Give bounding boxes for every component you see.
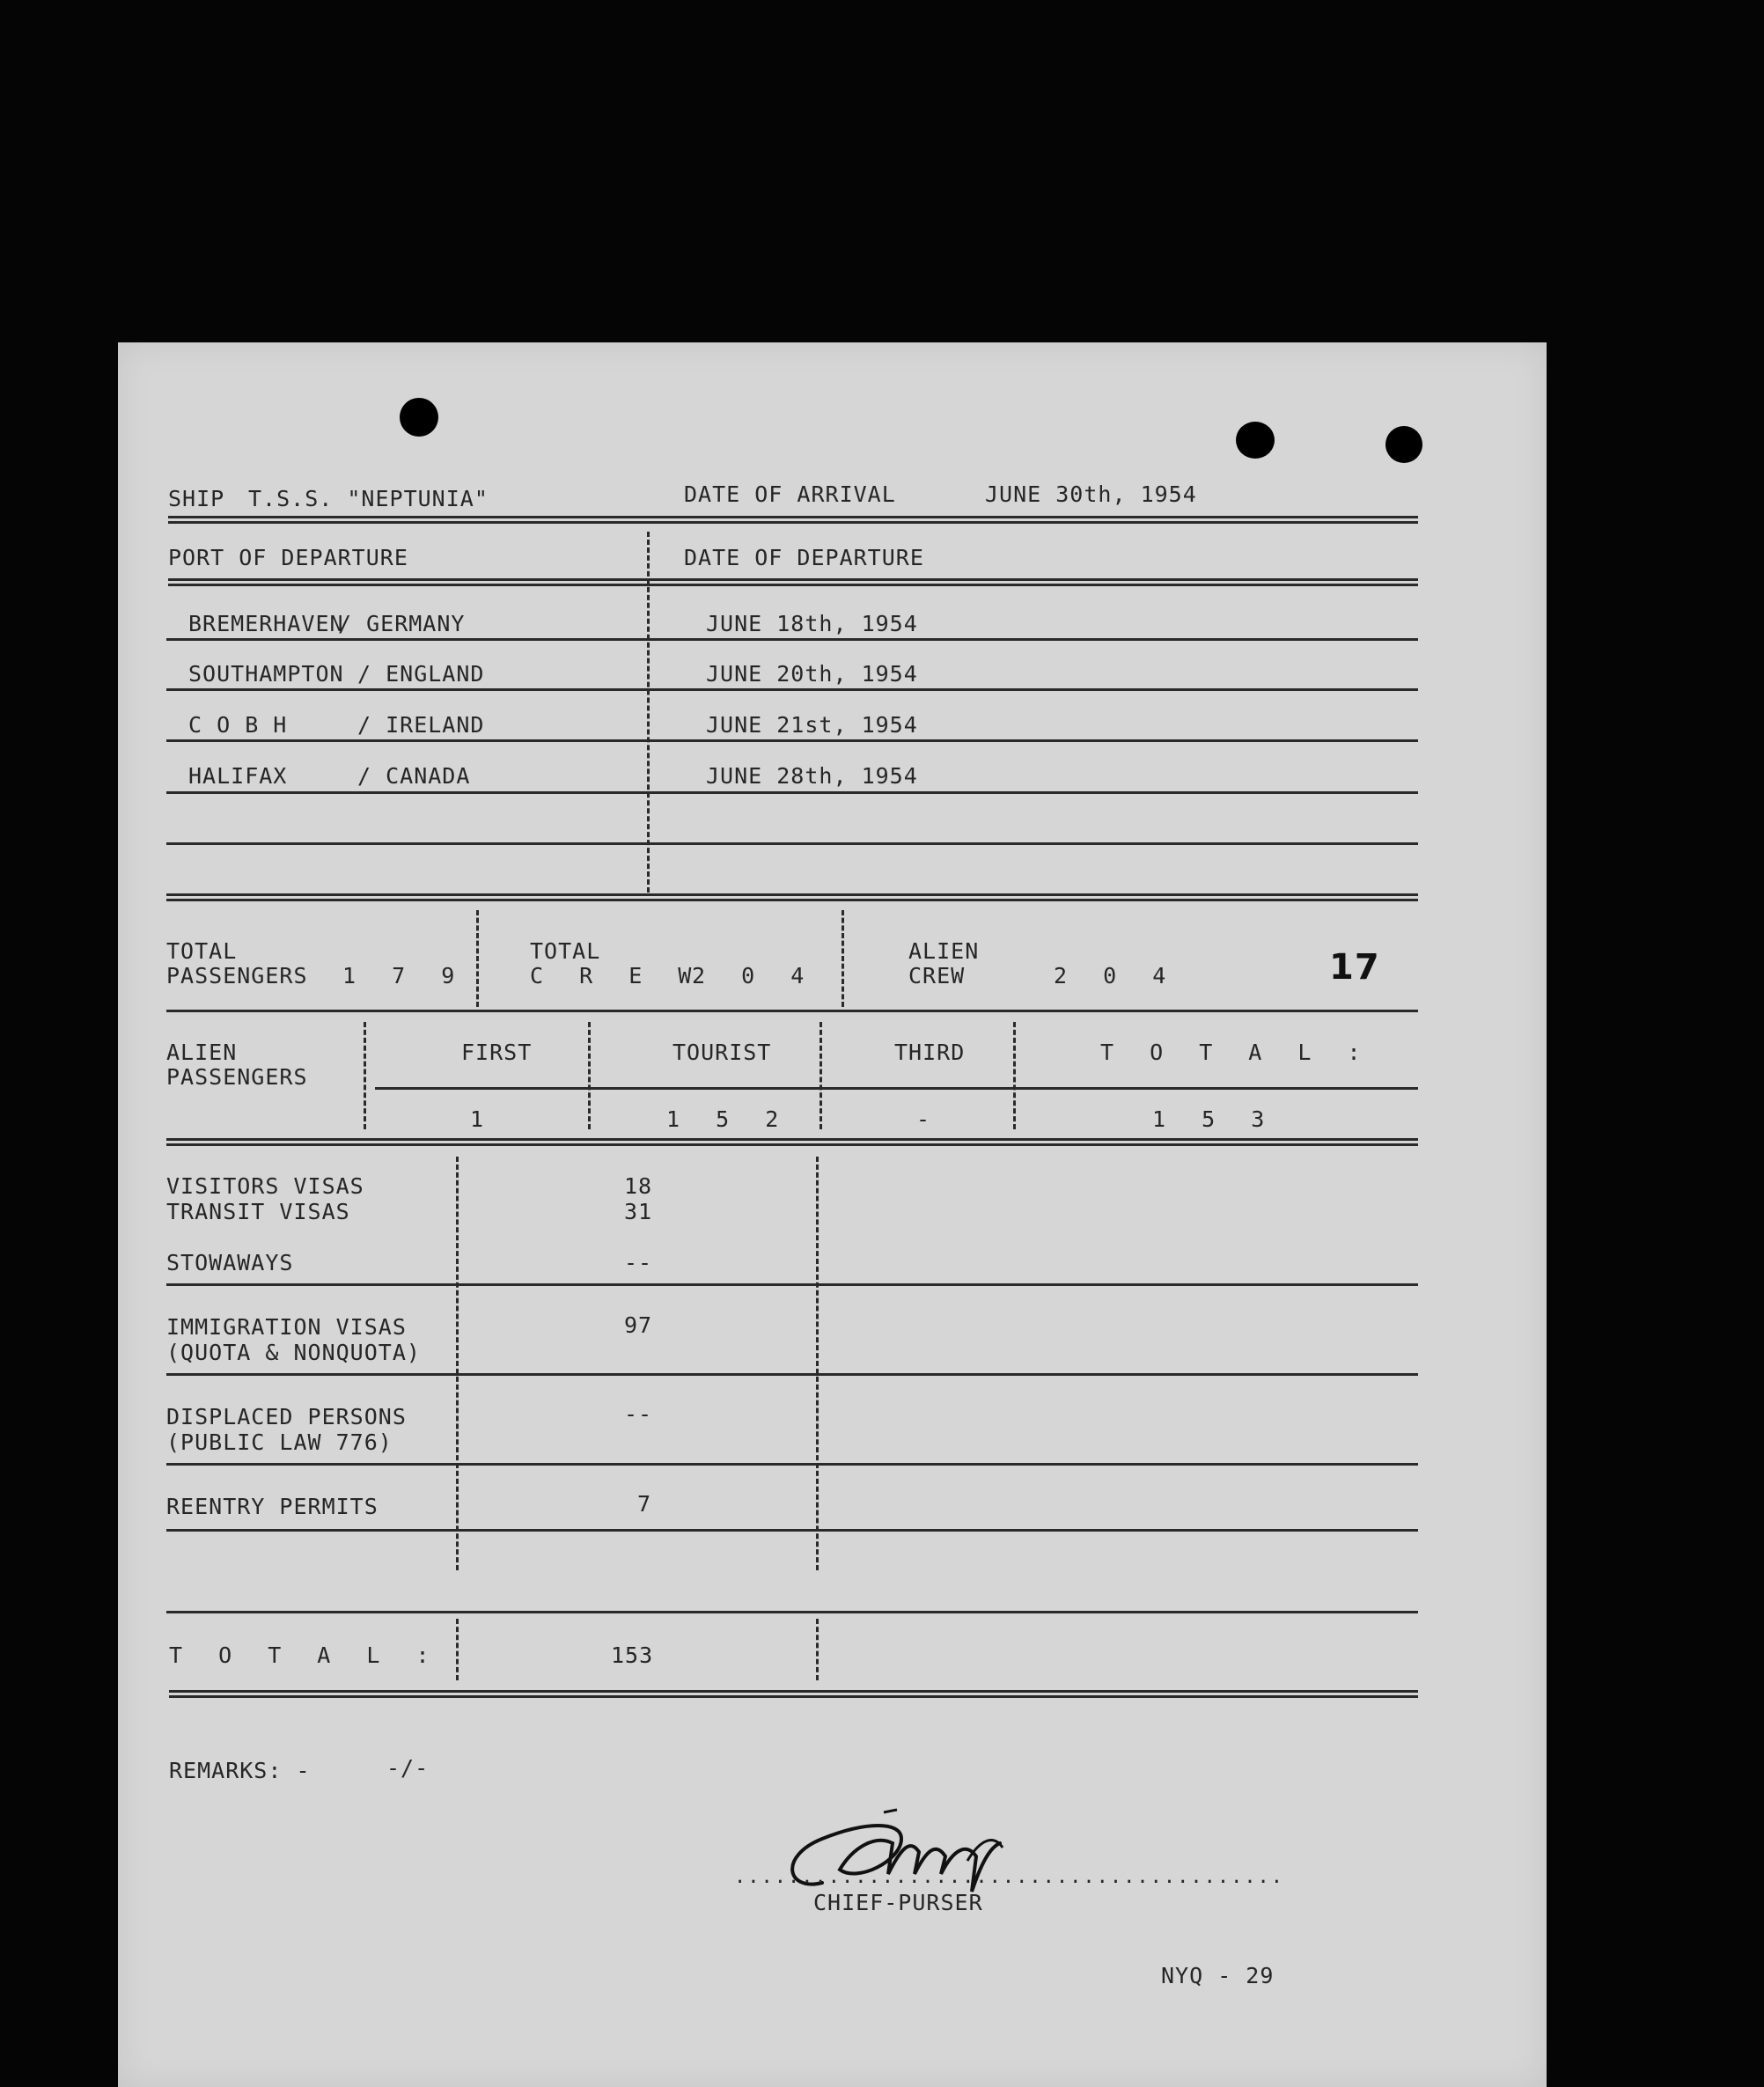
visa-rule — [166, 1373, 1418, 1376]
alien-passengers-label-2: PASSENGERS — [166, 1064, 308, 1090]
total-crew-label: TOTAL — [530, 938, 601, 964]
alien-crew-label-2: CREW — [908, 963, 966, 988]
departure-city: HALIFAX — [188, 763, 288, 789]
column-total: T O T A L : — [1100, 1040, 1372, 1065]
departure-country: / IRELAND — [357, 712, 485, 738]
ship-name: T.S.S. "NEPTUNIA" — [248, 486, 489, 511]
row-rule — [166, 791, 1418, 794]
visa-rule — [166, 1463, 1418, 1466]
alien-col-divider-2 — [820, 1022, 822, 1129]
manifest-sheet — [118, 342, 1547, 2087]
value-total: 1 5 3 — [1152, 1106, 1276, 1132]
row-rule — [166, 688, 1418, 691]
visa-label: TRANSIT VISAS — [166, 1199, 350, 1224]
visa-col-divider-2 — [816, 1157, 819, 1570]
totals-rule — [166, 1010, 1418, 1012]
grand-total-value: 153 — [611, 1642, 654, 1668]
visa-label: IMMIGRATION VISAS — [166, 1314, 407, 1340]
grand-total-label: T O T A L : — [169, 1642, 441, 1668]
departure-country: / GERMANY — [338, 611, 466, 636]
visa-rule — [166, 1283, 1418, 1286]
value-tourist: 1 5 2 — [666, 1106, 790, 1132]
departure-section-rule — [166, 893, 1418, 896]
departure-header-rule — [168, 578, 1418, 581]
alien-crew-label: ALIEN — [908, 938, 980, 964]
departure-country: / CANADA — [357, 763, 471, 789]
punch-hole-right-2 — [1385, 426, 1422, 463]
date-of-departure-label: DATE OF DEPARTURE — [684, 545, 924, 570]
visa-value: 97 — [624, 1312, 653, 1338]
visa-label: STOWAWAYS — [166, 1250, 294, 1275]
total-passengers-value: 1 7 9 — [342, 963, 467, 988]
departure-country: / ENGLAND — [357, 661, 485, 687]
row-rule — [166, 739, 1418, 742]
column-tourist: TOURIST — [673, 1040, 772, 1065]
totals-divider-1 — [476, 910, 479, 1007]
punch-hole-right-1 — [1236, 422, 1275, 459]
row-rule — [166, 842, 1418, 845]
departure-city: C O B H — [188, 712, 288, 738]
total-col-divider-1 — [456, 1619, 459, 1680]
visa-value: 31 — [624, 1199, 653, 1224]
visa-label-2: (QUOTA & NONQUOTA) — [166, 1340, 421, 1365]
totals-divider-2 — [842, 910, 844, 1007]
alien-section-rule — [166, 1138, 1418, 1141]
signature-dotted-line: ......................................... — [734, 1866, 1285, 1888]
visa-label: VISITORS VISAS — [166, 1173, 364, 1199]
visa-rule — [166, 1529, 1418, 1532]
total-passengers-label-2: PASSENGERS — [166, 963, 308, 988]
alien-header-rule — [375, 1087, 1418, 1090]
visa-value: -- — [624, 1401, 653, 1427]
punch-hole-left — [400, 398, 438, 437]
column-first: FIRST — [461, 1040, 533, 1065]
port-of-departure-label: PORT OF DEPARTURE — [168, 545, 408, 570]
ship-label: SHIP — [168, 486, 225, 511]
visa-col-divider-1 — [456, 1157, 459, 1570]
departure-date: JUNE 18th, 1954 — [706, 611, 918, 636]
alien-col-divider-1 — [588, 1022, 591, 1129]
departure-date: JUNE 28th, 1954 — [706, 763, 918, 789]
value-first: 1 — [470, 1106, 485, 1132]
visa-label: DISPLACED PERSONS — [166, 1404, 407, 1429]
departure-column-divider — [647, 532, 650, 893]
departure-date: JUNE 20th, 1954 — [706, 661, 918, 687]
departure-city: BREMERHAVEN — [188, 611, 344, 636]
handwritten-number: 17 — [1329, 947, 1380, 988]
grand-total-rule — [169, 1690, 1418, 1693]
alien-col-divider-3 — [1013, 1022, 1016, 1129]
visa-value: -- — [624, 1250, 653, 1275]
total-col-divider-2 — [816, 1619, 819, 1680]
visa-label-2: (PUBLIC LAW 776) — [166, 1429, 393, 1455]
arrival-date: JUNE 30th, 1954 — [985, 481, 1197, 507]
departure-city: SOUTHAMPTON — [188, 661, 344, 687]
alien-col-divider-0 — [364, 1022, 366, 1129]
form-code: NYQ - 29 — [1161, 1963, 1275, 1988]
total-crew-value: 2 0 4 — [692, 963, 816, 988]
arrival-label: DATE OF ARRIVAL — [684, 481, 896, 507]
total-passengers-label: TOTAL — [166, 938, 238, 964]
row-rule — [166, 638, 1418, 641]
value-third: - — [916, 1106, 931, 1132]
visa-value: 18 — [624, 1173, 653, 1199]
chief-purser-label: CHIEF-PURSER — [813, 1890, 983, 1915]
header-rule — [168, 516, 1418, 518]
departure-date: JUNE 21st, 1954 — [706, 712, 918, 738]
remarks-label: REMARKS: - — [169, 1758, 311, 1783]
visa-value: 7 — [637, 1491, 652, 1517]
visa-rule — [166, 1611, 1418, 1613]
column-third: THIRD — [894, 1040, 966, 1065]
alien-crew-value: 2 0 4 — [1054, 963, 1178, 988]
visa-label: REENTRY PERMITS — [166, 1494, 379, 1519]
total-crew-label-2: C R E W — [530, 963, 703, 988]
remarks-value: -/- — [386, 1755, 430, 1781]
alien-passengers-label: ALIEN — [166, 1040, 238, 1065]
